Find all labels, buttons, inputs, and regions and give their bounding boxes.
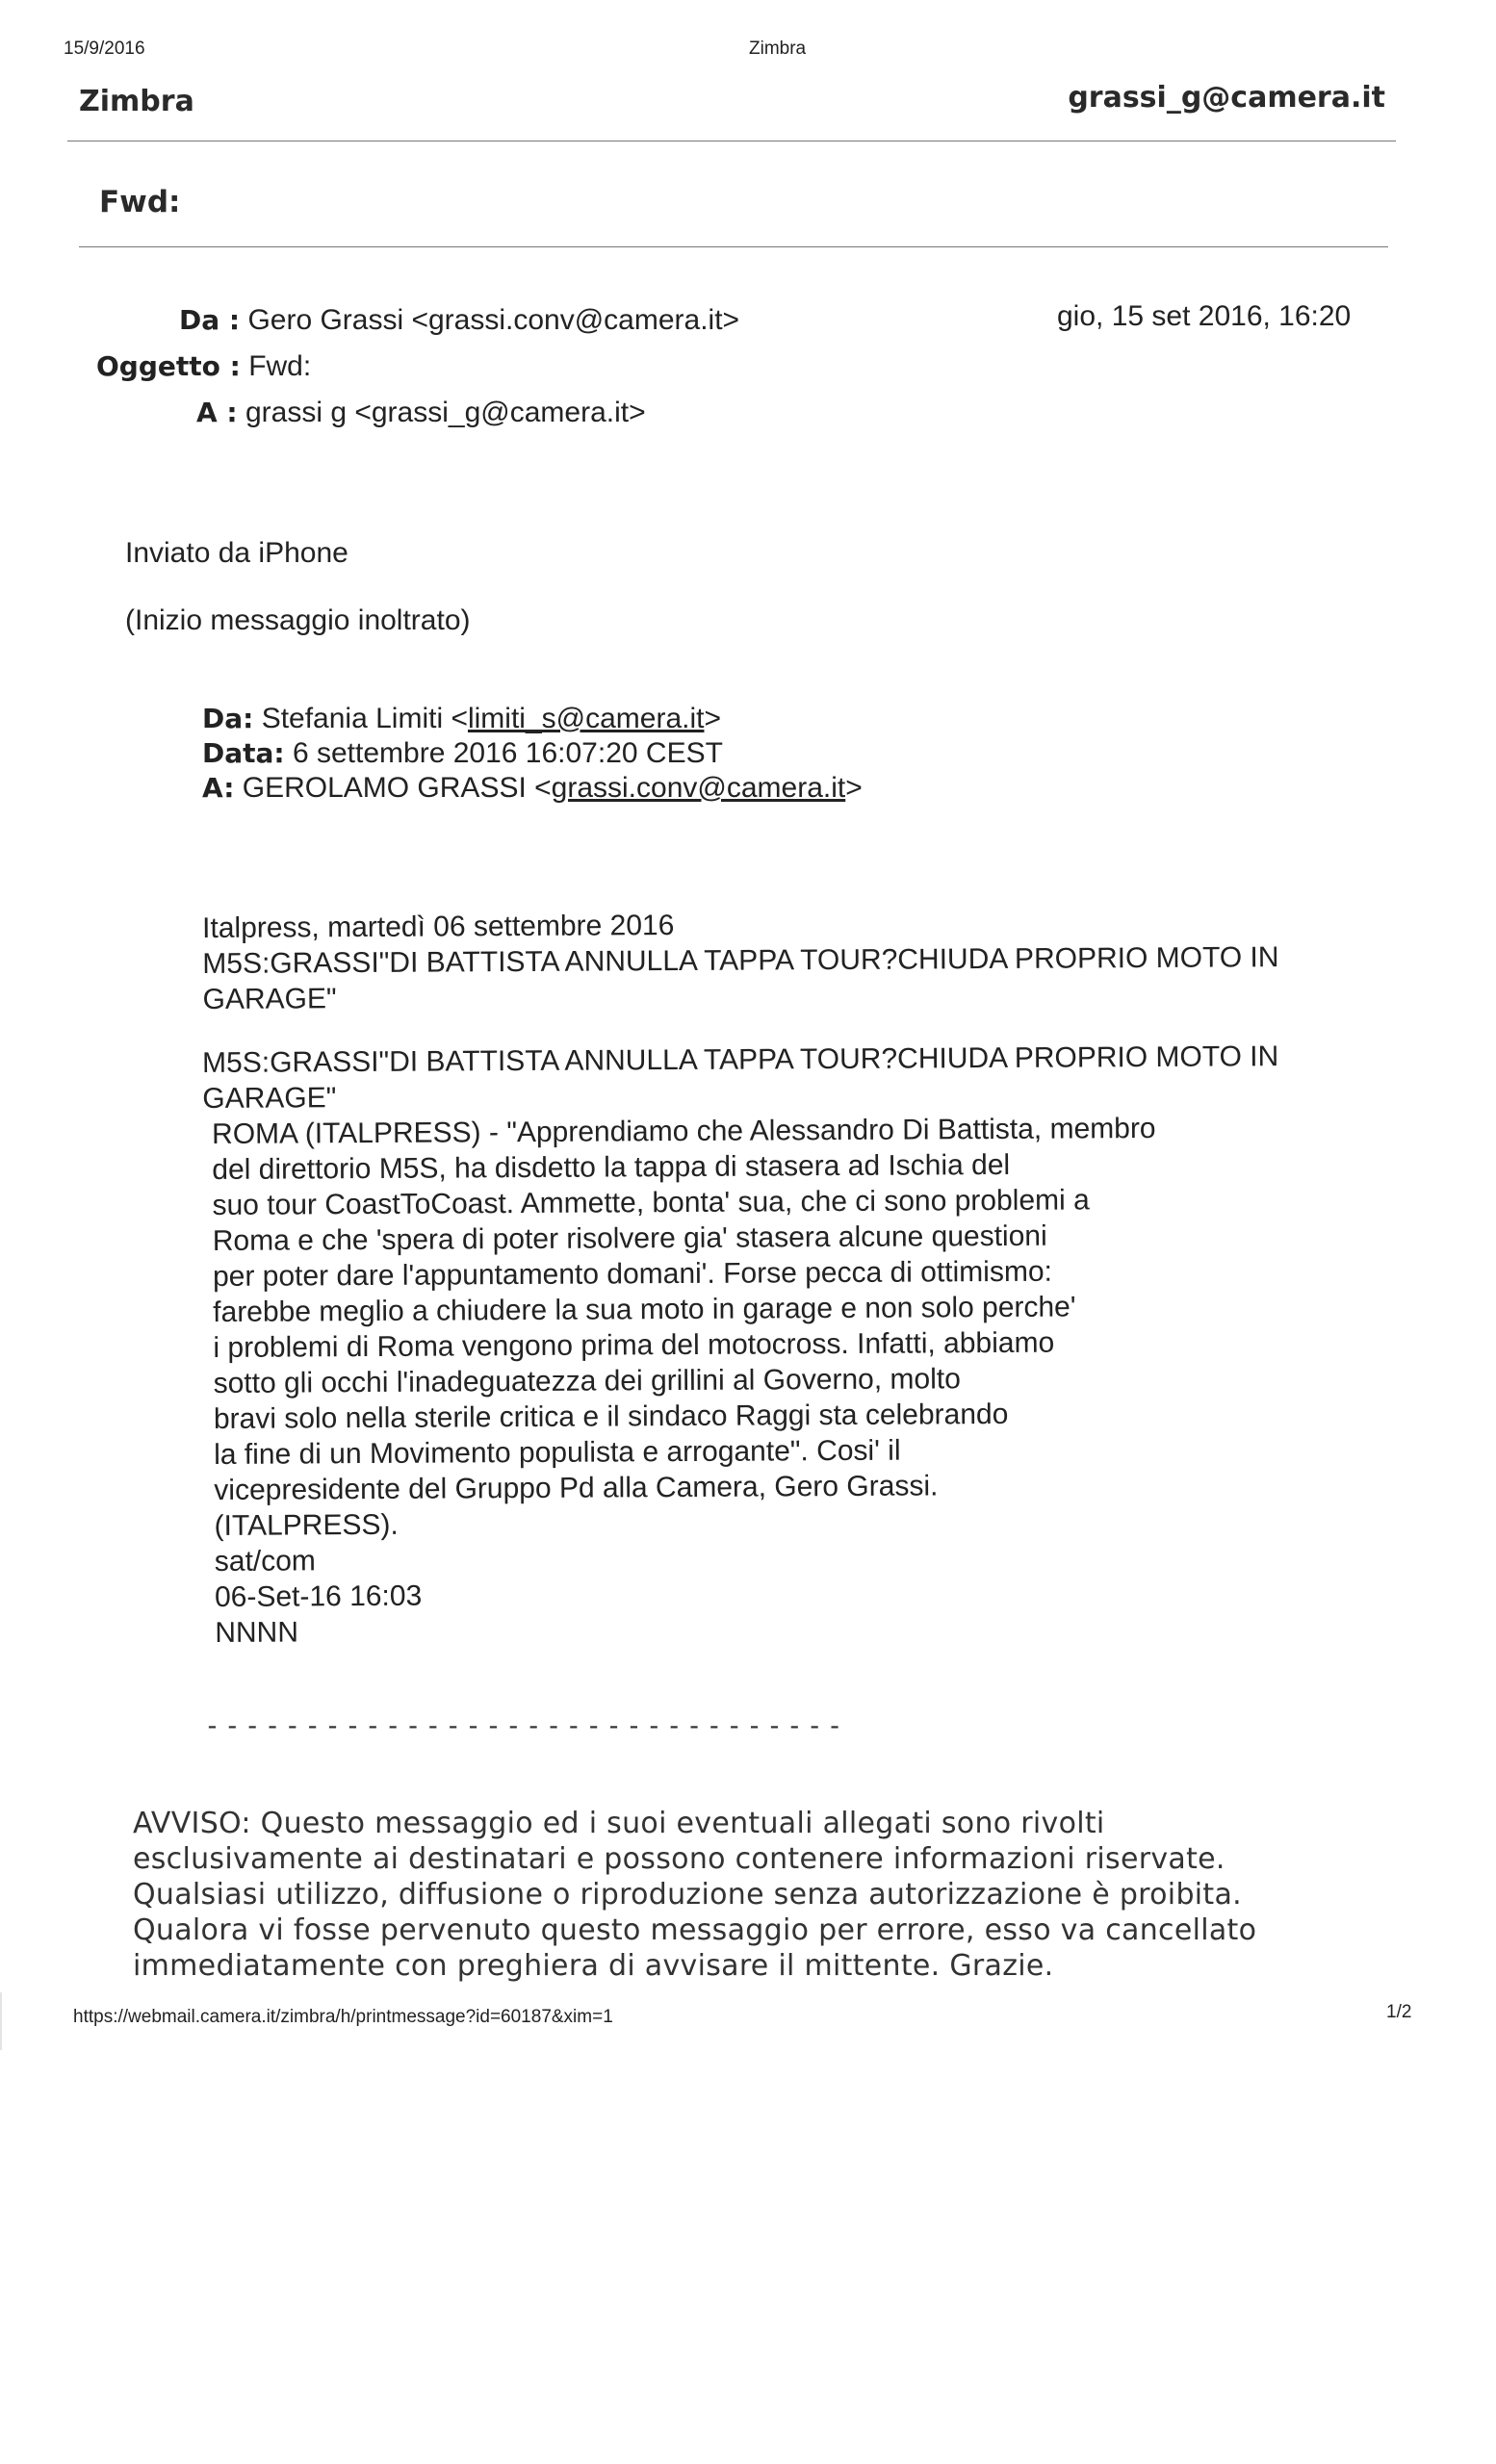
- from-value: Gero Grassi <grassi.conv@camera.it>: [247, 304, 740, 336]
- article-body-line: bravi solo nella sterile critica e il sindaco Raggi sta celebrando: [213, 1398, 1009, 1435]
- article-intro-line: M5S:GRASSI"DI BATTISTA ANNULLA TAPPA TOUR?CHIUDA PROPRIO MOTO IN: [202, 941, 1279, 980]
- legal-notice-line: AVVISO: Questo messaggio ed i suoi eventuali allegati sono rivolti: [133, 1807, 1105, 1840]
- forwarded-date-label: Data:: [202, 737, 285, 769]
- legal-notice-line: immediatamente con preghiera di avvisare il mittente. Grazie.: [133, 1949, 1054, 1983]
- forwarded-to-email-link[interactable]: grassi.conv@camera.it: [551, 772, 846, 804]
- forwarded-from-close: >: [704, 703, 721, 734]
- article-body-line: ROMA (ITALPRESS) - "Apprendiamo che Alessandro Di Battista, membro: [212, 1113, 1156, 1150]
- article-intro-line: Italpress, martedì 06 settembre 2016: [202, 910, 675, 944]
- article-body-line: suo tour CoastToCoast. Ammette, bonta' sua, che ci sono problemi a: [212, 1184, 1090, 1221]
- sent-from-line: Inviato da iPhone: [125, 537, 348, 569]
- forwarded-to-name: GEROLAMO GRASSI <: [242, 772, 552, 804]
- article-intro-line: GARAGE": [202, 983, 337, 1015]
- subject-row: [96, 350, 311, 383]
- message-date: gio, 15 set 2016, 16:20: [1057, 300, 1352, 332]
- forwarded-to-row: [202, 772, 863, 805]
- to-label: A :: [196, 397, 238, 428]
- page-number: 1/2: [1386, 2002, 1412, 2022]
- account-email: grassi_g@camera.it: [1068, 81, 1385, 115]
- article-title: [202, 1039, 1279, 1116]
- article-body-line: sat/com: [214, 1545, 316, 1578]
- legal-notice: [133, 1806, 1256, 1984]
- article-body-line: sotto gli occhi l'inadeguatezza dei grillini al Governo, molto: [213, 1363, 961, 1399]
- legal-notice-line: esclusivamente ai destinatari e possono contenere informazioni riservate.: [133, 1842, 1225, 1876]
- forwarded-date-value: 6 settembre 2016 16:07:20 CEST: [292, 737, 723, 769]
- forwarded-from-email-link[interactable]: limiti_s@camera.it: [467, 703, 705, 734]
- from-label: Da :: [179, 304, 241, 336]
- forwarded-from-row: [202, 703, 721, 735]
- subject-label: Oggetto :: [96, 350, 241, 382]
- print-date: 15/9/2016: [64, 38, 145, 59]
- subject-value: Fwd:: [248, 350, 312, 382]
- forward-intro: (Inizio messaggio inoltrato): [125, 604, 471, 636]
- article-intro: [202, 904, 1279, 1017]
- forwarded-from-name: Stefania Limiti <: [261, 703, 468, 734]
- article-body-line: 06-Set-16 16:03: [214, 1579, 423, 1613]
- article-body-line: del direttorio M5S, ha disdetto la tappa di stasera ad Ischia del: [212, 1148, 1011, 1186]
- article-body-line: Roma e che 'spera di poter risolvere gia' stasera alcune questioni: [212, 1219, 1047, 1257]
- forwarded-to-close: >: [845, 772, 863, 804]
- print-app-name: Zimbra: [749, 38, 807, 59]
- article-body-line: per poter dare l'appuntamento domani'. Forse pecca di ottimismo:: [212, 1255, 1053, 1293]
- article-body-line: i problemi di Roma vengono prima del motocross. Infatti, abbiamo: [213, 1326, 1055, 1364]
- article-title-line: M5S:GRASSI"DI BATTISTA ANNULLA TAPPA TOUR?CHIUDA PROPRIO MOTO IN: [202, 1040, 1279, 1079]
- zimbra-logo-text: Zimbra: [79, 85, 194, 118]
- scan-edge-mark: [0, 1992, 2, 2050]
- to-row: [196, 397, 646, 429]
- article-body-line: vicepresidente del Gruppo Pd alla Camera, Gero Grassi.: [214, 1470, 939, 1506]
- article-body-line: NNNN: [215, 1616, 299, 1649]
- article-body-line: farebbe meglio a chiudere la sua moto in garage e non solo perche': [213, 1291, 1076, 1328]
- forwarded-date-row: [202, 737, 723, 770]
- forwarded-to-label: A:: [202, 772, 235, 804]
- article-body-line: la fine di un Movimento populista e arrogante". Cosi' il: [214, 1434, 901, 1471]
- legal-notice-line: Qualsiasi utilizzo, diffusione o riproduzione senza autorizzazione è proibita.: [133, 1878, 1243, 1912]
- article-body-line: (ITALPRESS).: [214, 1508, 399, 1542]
- signature-separator: --------------------------------: [204, 1709, 847, 1741]
- from-row: [179, 304, 739, 337]
- article-title-line: GARAGE": [202, 1082, 337, 1115]
- forwarded-from-label: Da:: [202, 703, 254, 734]
- to-value: grassi g <grassi_g@camera.it>: [245, 397, 646, 428]
- article-body: [212, 1111, 1159, 1651]
- print-url: https://webmail.camera.it/zimbra/h/printmessage?id=60187&xim=1: [73, 2007, 613, 2027]
- legal-notice-line: Qualora vi fosse pervenuto questo messaggio per errore, esso va cancellato: [133, 1913, 1257, 1947]
- message-subject: Fwd:: [99, 185, 181, 219]
- subject-divider: [79, 246, 1388, 247]
